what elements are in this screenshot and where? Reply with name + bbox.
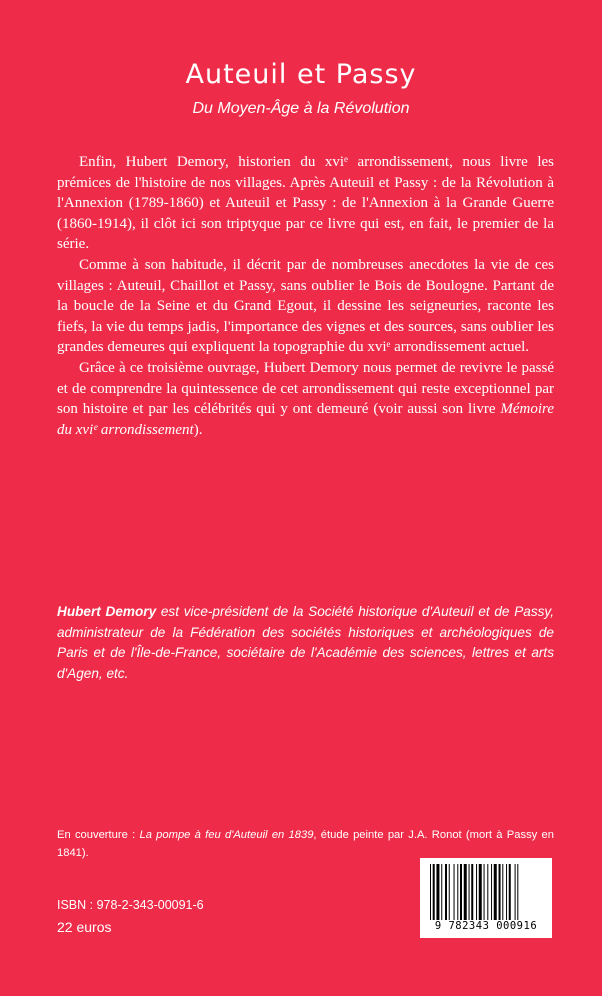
barcode-bar <box>460 864 462 920</box>
barcode-bar <box>506 864 507 920</box>
blurb-paragraph-3 <box>57 358 554 440</box>
blurb-paragraph-3-start: Grâce à ce troisième ouvrage, Hubert Demory nous permet de revivre le passé et de comprendre la quintessence de cet arrondissement qui reste exceptionnel par son histoire et par les célébrités qui y ont demeuré (voir aussi son livre <box>57 359 554 418</box>
barcode-bar <box>517 864 518 920</box>
cover-credit <box>57 826 554 862</box>
barcode-bar <box>471 864 473 920</box>
barcode-bar <box>469 864 470 920</box>
barcode-digits: 9 782343 000916 <box>434 920 538 932</box>
barcode-bar <box>441 864 442 920</box>
barcode-bar <box>487 864 488 920</box>
barcode-bar <box>515 864 516 920</box>
price: 22 euros <box>57 919 112 935</box>
blurb-paragraph-3-end: ). <box>193 421 203 438</box>
author-name: Hubert Demory <box>57 604 157 619</box>
blurb-paragraph-2: Comme à son habitude, il décrit par de nombreuses anecdotes la vie de ces villages : Auteuil, Chaillot et Passy, sans oublier le Bois de Boulogne. Partant de la boucle de la Seine et du Grand Egout, il dessine les seigneuries, raconte les fiefs, la vie du temps jadis, l'importance des vignes et des sources, sans oublier les grandes demeures qui expliquent la topographie du xviᵉ arrondissement actuel. <box>57 256 554 356</box>
cover-credit-prefix: En couverture : <box>57 829 140 841</box>
barcode-bar <box>449 864 450 920</box>
book-reference: Mémoire du xviᵉ arrondissement <box>57 401 554 438</box>
isbn: ISBN : 978-2-343-00091-6 <box>57 898 204 912</box>
barcode-bar <box>479 864 482 920</box>
barcode-bar <box>499 864 501 920</box>
barcode-bar <box>509 864 511 920</box>
barcode-bars <box>428 864 544 920</box>
barcode-bar <box>491 864 492 920</box>
author-bio <box>57 602 554 684</box>
barcode-bar <box>476 864 477 920</box>
cover-credit-work: La pompe à feu d'Auteuil en 1839 <box>139 829 314 841</box>
book-subtitle: Du Moyen-Âge à la Révolution <box>192 100 410 117</box>
barcode-bar <box>494 864 497 920</box>
blurb <box>57 152 554 440</box>
blurb-paragraph-1: Enfin, Hubert Demory, historien du xviᵉ arrondissement, nous livre les prémices de l'histoire de nos villages. Après Auteuil et Passy : de la Révolution à l'Annexion (1789-1860) et Auteuil et Passy : de l'Annexion à la Grande Guerre (1860-1914), il clôt ici son triptyque par ce livre qui est, en fait, le premier de la série. <box>57 154 554 253</box>
barcode-bar <box>433 864 435 920</box>
barcode-bar <box>502 864 503 920</box>
barcode <box>420 858 552 938</box>
barcode-bar <box>454 864 455 920</box>
barcode-bar <box>430 864 431 920</box>
barcode-bar <box>436 864 439 920</box>
cover-credit-suffix: , étude peinte par J.A. Ronot (mort à Passy en 1841). <box>57 829 554 859</box>
barcode-bar <box>484 864 485 920</box>
barcode-bar <box>464 864 467 920</box>
book-title: Auteuil et Passy <box>185 59 417 90</box>
barcode-bar <box>457 864 458 920</box>
author-bio-text: est vice-président de la Société historique d'Auteuil et de Passy, administrateur de la Fédération des sociétés historiques et archéologiques de Paris et de l'Île-de-France, sociétaire de l'Académie des sciences, lettres et arts d'Agen, etc. <box>57 604 554 681</box>
barcode-bar <box>445 864 447 920</box>
